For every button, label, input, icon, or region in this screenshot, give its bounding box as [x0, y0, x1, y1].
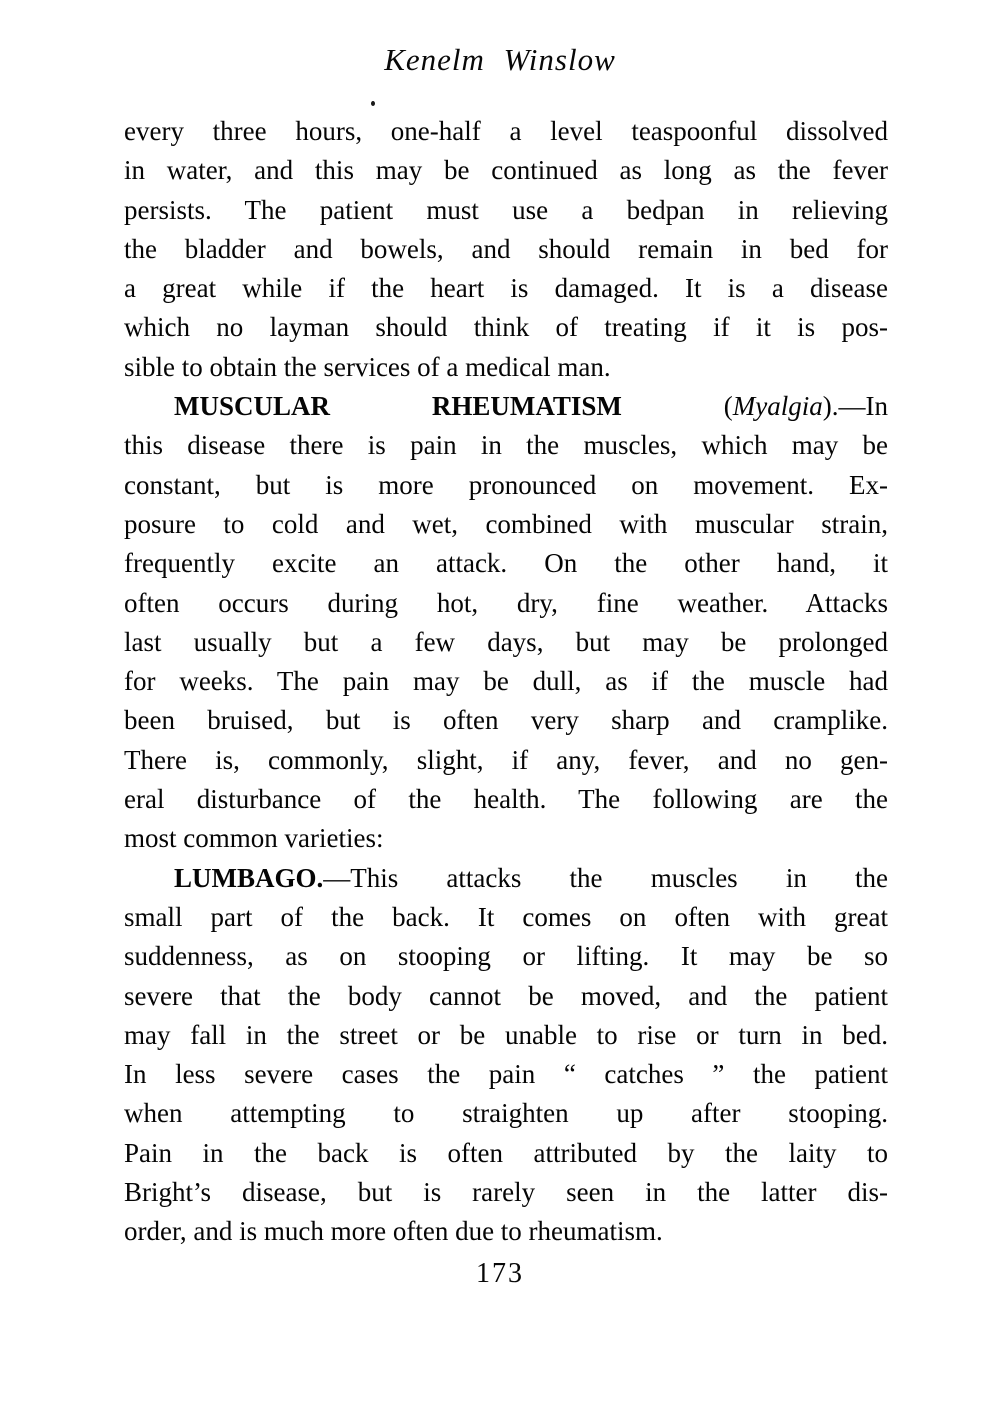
text-line	[124, 780, 888, 819]
text-line	[124, 308, 888, 347]
text-line	[124, 701, 888, 740]
text-run: eral disturbance of the health. The following are the	[124, 784, 888, 815]
text-run: in water, and this may be continued as long as the fever	[124, 155, 888, 186]
text-run: which no layman should think of treating if it is pos-	[124, 312, 888, 343]
text-line	[124, 230, 888, 269]
text-run: frequently excite an attack. On the other hand, it	[124, 548, 888, 579]
text-run: every three hours, one-half a level teaspoonful dissolved	[124, 116, 888, 146]
text-line	[124, 1094, 888, 1133]
text-line	[124, 544, 888, 583]
text-line	[124, 191, 888, 230]
text-run: Pain in the back is often attributed by the laity to	[124, 1137, 888, 1168]
text-run: when attempting to straighten up after stooping.	[124, 1098, 888, 1129]
text-line	[124, 466, 888, 505]
text-run: small part of the back. It comes on often with great	[124, 901, 888, 932]
text-line	[124, 662, 888, 701]
text-line	[124, 387, 888, 426]
bold-run: LUMBAGO.	[174, 862, 324, 893]
text-line	[124, 977, 888, 1016]
text-run: order, and is much more often due to rheumatism.	[124, 1216, 663, 1247]
text-run: last usually but a few days, but may be prolonged	[124, 626, 888, 657]
text-line	[124, 819, 888, 858]
text-run: constant, but is more pronounced on movement. Ex-	[124, 469, 888, 500]
text-line	[124, 348, 888, 387]
italic-run: Myalgia	[732, 391, 823, 422]
text-run: posure to cold and wet, combined with muscular strain,	[124, 508, 888, 539]
text-run: sible to obtain the services of a medical man.	[124, 351, 611, 382]
text-run: In less severe cases the pain “ catches ” the patient	[124, 1059, 888, 1090]
text-run: persists. The patient must use a bedpan in relieving	[124, 194, 888, 225]
text-line	[124, 1016, 888, 1055]
text-run: for weeks. The pain may be dull, as if the muscle had	[124, 666, 888, 697]
running-header: Kenelm Winslow	[384, 42, 616, 77]
text-line	[124, 112, 888, 151]
text-run: suddenness, as on stooping or lifting. It may be so	[124, 941, 888, 972]
text-line	[124, 1134, 888, 1173]
text-line	[124, 584, 888, 623]
text-run: severe that the body cannot be moved, and the patient	[124, 980, 888, 1011]
text-line	[124, 898, 888, 937]
text-line	[124, 151, 888, 190]
text-line	[124, 269, 888, 308]
text-run: may fall in the street or be unable to rise or turn in bed.	[124, 1019, 888, 1050]
bold-run: MUSCULAR RHEUMATISM	[174, 391, 622, 422]
text-run: ).—In	[822, 391, 888, 422]
text-line	[124, 623, 888, 662]
text-line	[124, 1212, 888, 1251]
text-line	[124, 505, 888, 544]
text-line	[124, 937, 888, 976]
page-number: 173	[476, 1258, 524, 1289]
text-run: (	[621, 391, 733, 422]
text-run: a great while if the heart is damaged. It is a disease	[124, 273, 888, 304]
text-run: Bright’s disease, but is rarely seen in the latter dis-	[124, 1177, 888, 1208]
text-line	[124, 1173, 888, 1212]
text-run: been bruised, but is often very sharp and cramplike.	[124, 705, 888, 736]
text-run: the bladder and bowels, and should remain in bed for	[124, 233, 888, 264]
text-run: most common varieties:	[124, 823, 384, 854]
text-block	[124, 112, 888, 1252]
text-run: There is, commonly, slight, if any, fever, and no gen-	[124, 744, 888, 775]
text-run: often occurs during hot, dry, fine weather. Attacks	[124, 587, 888, 618]
text-line	[124, 859, 888, 898]
text-line	[124, 741, 888, 780]
text-run: this disease there is pain in the muscles, which may be	[124, 430, 888, 461]
scan-artifact-dot	[371, 101, 375, 106]
text-run: —This attacks the muscles in the	[323, 862, 888, 893]
text-line	[124, 1055, 888, 1094]
text-line	[124, 426, 888, 465]
